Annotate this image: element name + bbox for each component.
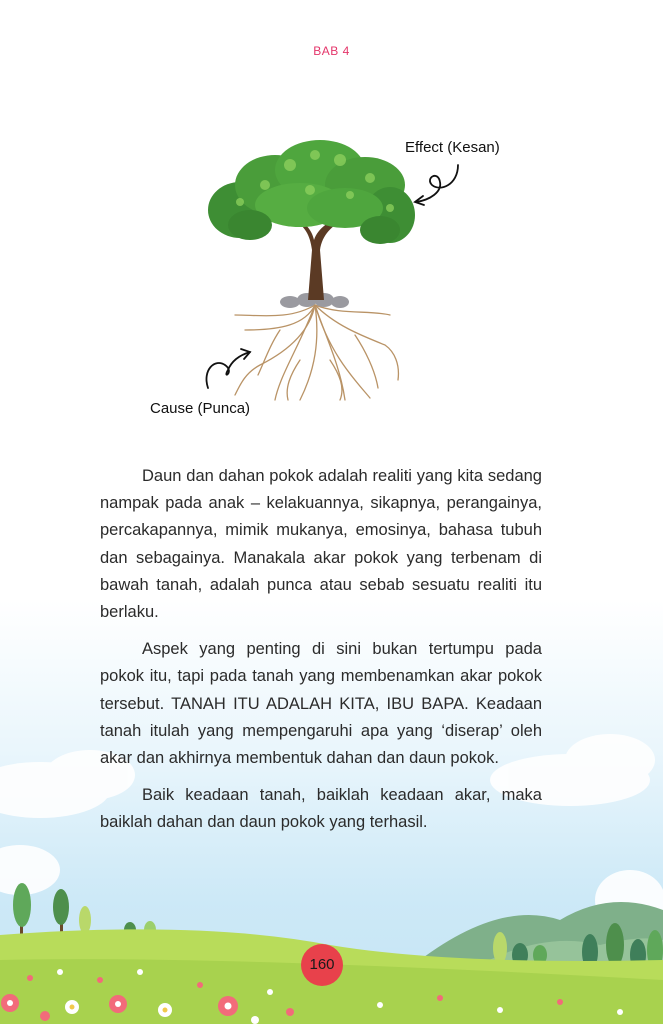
- canopy-icon: [208, 140, 415, 244]
- body-text: [100, 463, 542, 847]
- cause-arrow-icon: [206, 352, 250, 388]
- paragraph-3: Baik keadaan tanah, baiklah keadaan akar, maka baiklah dahan dan daun pokok yang terhasil.: [100, 786, 542, 832]
- chapter-header: BAB 4: [313, 44, 350, 58]
- tree-illustration: [140, 130, 540, 430]
- trunk-icon: [290, 215, 347, 300]
- paragraph-1: Daun dan dahan pokok adalah realiti yang kita sedang nampak pada anak – kelakuannya, sikapnya, perangainya, percakapannya, mimik mukanya, emosinya, bahasa tubuh dan sebagainya. Manakala akar pokok yang terbenam di bawah tanah, adalah punca atau sebab sesuatu realiti itu berlaku.: [100, 467, 542, 622]
- roots-icon: [235, 305, 398, 400]
- paragraph-2: Aspek yang penting di sini bukan tertumpu pada pokok itu, tapi pada tanah yang membenamkan akar pokok tersebut. TANAH ITU ADALAH KITA, IBU BAPA. Keadaan tanah itulah yang mempengaruhi apa yang ‘diserap’ oleh akar dan akhirnya membentuk dahan dan daun pokok.: [100, 640, 542, 768]
- cause-label: Cause (Punca): [150, 400, 251, 417]
- page-number: 160: [301, 944, 343, 986]
- effect-label: Effect (Kesan): [405, 139, 500, 156]
